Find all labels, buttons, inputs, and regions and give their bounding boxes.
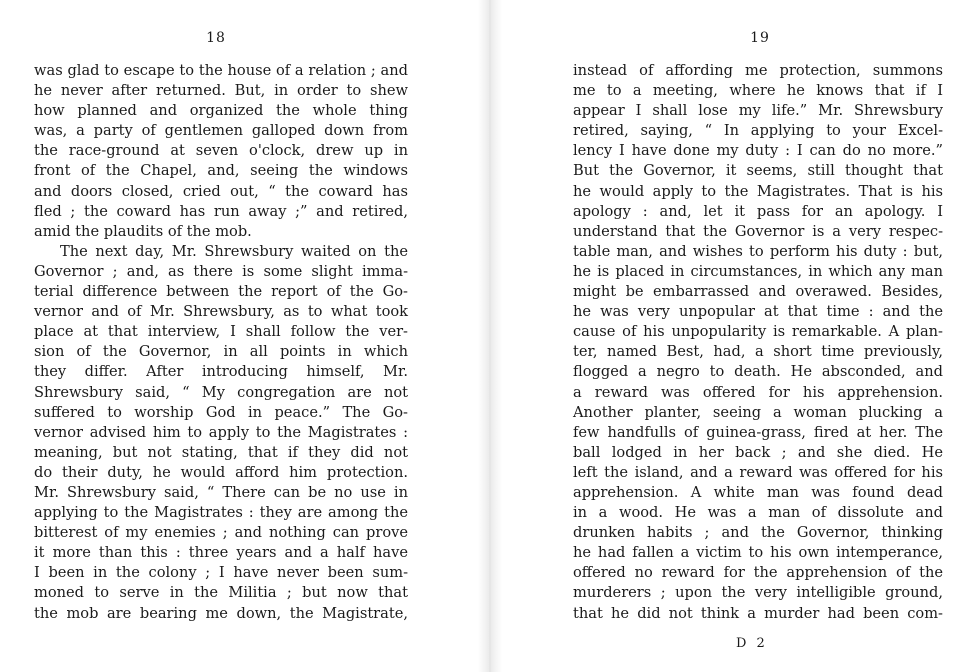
text-line: offered no reward for the apprehension of the xyxy=(573,564,943,582)
text-line: me to a meeting, where he knows that if I xyxy=(573,82,943,100)
text-line: I been in the colony ; I have never been sum- xyxy=(34,564,408,582)
text-line: Governor ; and, as there is some slight imma- xyxy=(34,262,408,280)
right-page xyxy=(500,0,980,672)
text-line: lency I have done my duty : I can do no more.” xyxy=(573,142,943,160)
text-line: was, a party of gentlemen galloped down from xyxy=(34,122,408,140)
text-line: vernor advised him to apply to the Magistrates : xyxy=(34,423,408,441)
text-line: Shrewsbury said, “ My congregation are not xyxy=(34,383,408,401)
book-gutter xyxy=(478,0,502,672)
text-line: place at that interview, I shall follow the ver- xyxy=(34,323,408,341)
text-line: front of the Chapel, and, seeing the windows xyxy=(34,162,408,180)
text-line: flogged a negro to death. He absconded, and xyxy=(573,363,943,381)
text-line: terial difference between the report of the Go- xyxy=(34,283,408,301)
text-line: retired, saying, “ In applying to your Excel- xyxy=(573,122,943,140)
text-line: vernor and of Mr. Shrewsbury, as to what took xyxy=(34,303,408,321)
text-line: The next day, Mr. Shrewsbury waited on the xyxy=(60,242,408,260)
text-line: fled ; the coward has run away ;” and retired, xyxy=(34,202,408,220)
text-line: Mr. Shrewsbury said, “ There can be no use in xyxy=(34,483,408,501)
text-line: murderers ; upon the very intelligible ground, xyxy=(573,584,943,602)
text-line: instead of affording me protection, summons xyxy=(573,62,943,79)
text-line: how planned and organized the whole thing xyxy=(34,102,408,120)
text-line: drunken habits ; and the Governor, thinking xyxy=(573,524,943,542)
text-line: apology : and, let it pass for an apology. I xyxy=(573,202,943,220)
text-line: Another planter, seeing a woman plucking a xyxy=(573,403,943,421)
text-line: understand that the Governor is a very respec- xyxy=(573,222,943,240)
text-line: sion of the Governor, in all points in which xyxy=(34,343,408,361)
text-line: that he did not think a murder had been com- xyxy=(573,604,943,622)
text-line: a reward was offered for his apprehension. xyxy=(573,383,943,401)
left-page-number: 18 xyxy=(206,30,226,46)
left-page-text xyxy=(34,61,408,624)
text-line: do their duty, he would afford him protection. xyxy=(34,463,408,481)
text-line: was glad to escape to the house of a relation ; and xyxy=(34,62,408,79)
text-line: amid the plaudits of the mob. xyxy=(34,222,252,240)
text-line: he had fallen a victim to his own intemperance, xyxy=(573,544,943,562)
text-line: table man, and wishes to perform his duty : but, xyxy=(573,242,943,260)
signature-mark: D 2 xyxy=(736,636,768,651)
text-line: the mob are bearing me down, the Magistrate, xyxy=(34,604,408,622)
text-line: he is placed in circumstances, in which any man xyxy=(573,262,943,280)
text-line: ter, named Best, had, a short time previously, xyxy=(573,343,943,361)
text-line: applying to the Magistrates : they are among the xyxy=(34,504,408,522)
text-line: cause of his unpopularity is remarkable. A plan- xyxy=(573,323,943,341)
text-line: he would apply to the Magistrates. That is his xyxy=(573,182,943,200)
text-line: it more than this : three years and a half have xyxy=(34,544,408,562)
text-line: apprehension. A white man was found dead xyxy=(573,483,943,501)
text-line: and doors closed, cried out, “ the coward has xyxy=(34,182,408,200)
text-line: left the island, and a reward was offered for his xyxy=(573,463,943,481)
text-line: in a wood. He was a man of dissolute and xyxy=(573,504,943,522)
text-line: ball lodged in her back ; and she died. He xyxy=(573,443,943,461)
right-page-number: 19 xyxy=(750,30,770,46)
text-line: moned to serve in the Militia ; but now that xyxy=(34,584,408,602)
text-line: But the Governor, it seems, still thought that xyxy=(573,162,943,180)
text-line: they differ. After introducing himself, Mr. xyxy=(34,363,408,381)
left-page xyxy=(0,0,480,672)
text-line: he was very unpopular at that time : and the xyxy=(573,303,943,321)
text-line: might be embarrassed and overawed. Besides, xyxy=(573,283,943,301)
text-line: few handfulls of guinea-grass, fired at her. The xyxy=(573,423,943,441)
text-line: the race-ground at seven o'clock, drew up in xyxy=(34,142,408,160)
text-line: he never after returned. But, in order to shew xyxy=(34,82,408,100)
text-line: meaning, but not stating, that if they did not xyxy=(34,443,408,461)
right-page-text xyxy=(573,61,943,624)
text-line: bitterest of my enemies ; and nothing can prove xyxy=(34,524,408,542)
text-line: suffered to worship God in peace.” The Go- xyxy=(34,403,408,421)
text-line: appear I shall lose my life.” Mr. Shrewsbury xyxy=(573,102,943,120)
